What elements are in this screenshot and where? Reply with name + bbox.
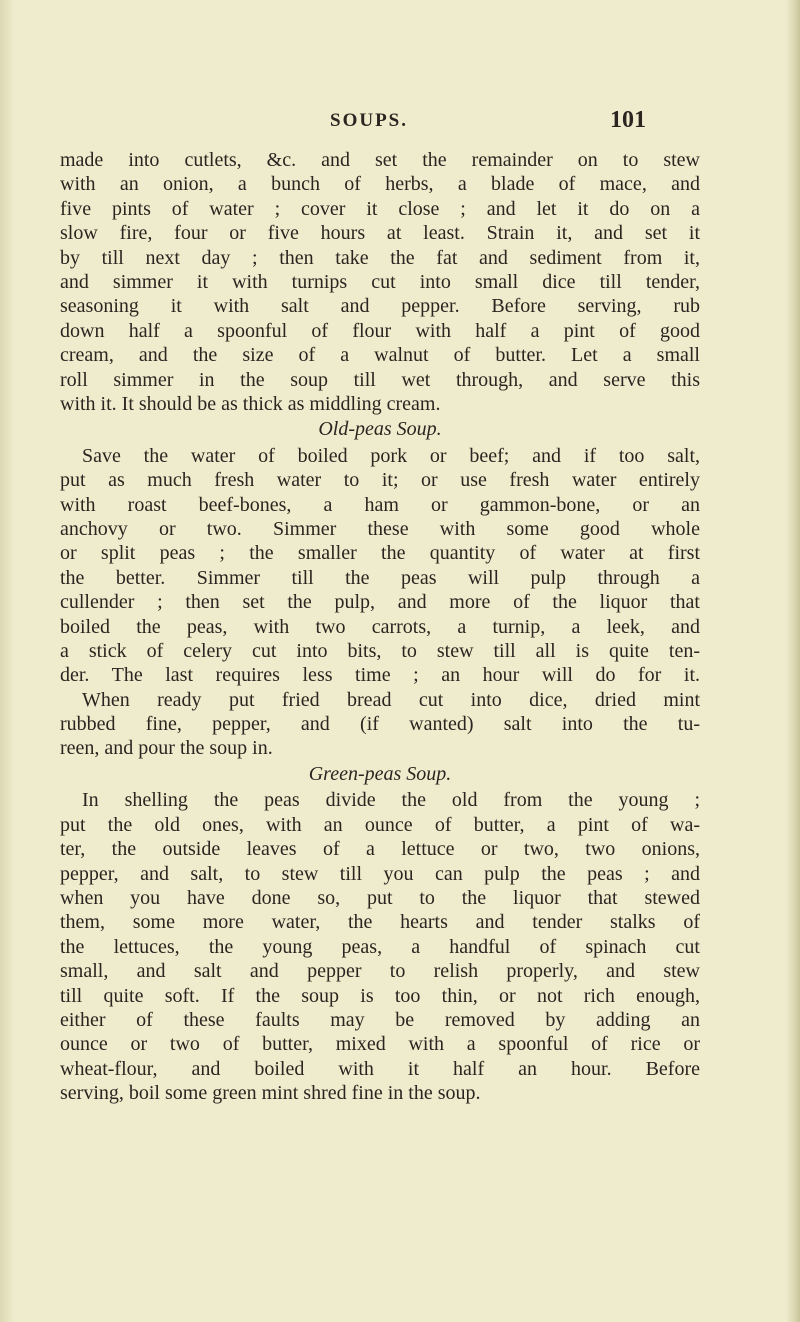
text-line: cullender ; then set the pulp, and more of the liquor that xyxy=(60,591,700,614)
text-line: either of these faults may be removed by adding an xyxy=(60,1008,700,1031)
recipe-old-peas-soup xyxy=(60,444,700,761)
text-line: when you have done so, put to the liquor that stewed xyxy=(60,886,700,909)
text-line: boiled the peas, with two carrots, a turnip, a leek, and xyxy=(60,615,700,638)
text-line: the better. Simmer till the peas will pulp through a xyxy=(60,566,700,589)
page-right-edge xyxy=(786,0,800,1322)
text-line: der. The last requires less time ; an hour will do for it. xyxy=(60,664,700,687)
text-line: with it. It should be as thick as middling cream. xyxy=(60,392,441,415)
text-line: roll simmer in the soup till wet through, and serve this xyxy=(60,368,700,391)
running-head xyxy=(0,107,800,136)
text-line: put the old ones, with an ounce of butter, a pint of wa- xyxy=(60,813,700,836)
text-line: serving, boil some green mint shred fine in the soup. xyxy=(60,1082,481,1105)
text-line: till quite soft. If the soup is too thin, or not rich enough, xyxy=(60,984,700,1007)
text-line: slow fire, four or five hours at least. Strain it, and set it xyxy=(60,222,700,245)
text-line: a stick of celery cut into bits, to stew till all is quite ten- xyxy=(60,639,700,662)
page-left-shadow xyxy=(0,0,14,1322)
text-line: wheat-flour, and boiled with it half an hour. Before xyxy=(60,1057,700,1080)
page-number: 101 xyxy=(610,107,646,133)
paragraph-soup-continued xyxy=(60,148,700,416)
text-line: with roast beef-bones, a ham or gammon-bone, or an xyxy=(60,493,700,516)
text-line: In shelling the peas divide the old from the young ; xyxy=(82,789,700,812)
text-line: small, and salt and pepper to relish properly, and stew xyxy=(60,960,700,983)
text-line: anchovy or two. Simmer these with some good whole xyxy=(60,517,700,540)
section-heading-old-peas-soup: Old-peas Soup. xyxy=(318,418,442,441)
section-heading-green-peas-soup: Green-peas Soup. xyxy=(308,762,452,785)
text-line: seasoning it with salt and pepper. Before serving, rub xyxy=(60,295,700,318)
text-line: or split peas ; the smaller the quantity of water at first xyxy=(60,542,700,565)
text-line: them, some more water, the hearts and tender stalks of xyxy=(60,911,700,934)
text-line: reen, and pour the soup in. xyxy=(60,737,273,760)
text-line: made into cutlets, &c. and set the remainder on to stew xyxy=(60,149,700,171)
text-line: put as much fresh water to it; or use fresh water entirely xyxy=(60,469,700,492)
page-text xyxy=(60,148,700,1105)
recipe-green-peas-soup xyxy=(60,788,700,1105)
text-line: cream, and the size of a walnut of butter. Let a small xyxy=(60,344,700,367)
text-line: ounce or two of butter, mixed with a spoonful of rice or xyxy=(60,1033,700,1056)
text-line: down half a spoonful of flour with half a pint of good xyxy=(60,319,700,342)
text-line: with an onion, a bunch of herbs, a blade of mace, and xyxy=(60,173,700,196)
text-line: Save the water of boiled pork or beef; and if too salt, xyxy=(82,444,700,467)
running-head-title: SOUPS. xyxy=(330,110,408,131)
text-line: When ready put fried bread cut into dice, dried mint xyxy=(82,688,700,711)
text-line: the lettuces, the young peas, a handful of spinach cut xyxy=(60,935,700,958)
text-line: rubbed fine, pepper, and (if wanted) salt into the tu- xyxy=(60,713,700,736)
text-line: ter, the outside leaves of a lettuce or two, two onions, xyxy=(60,838,700,861)
text-line: pepper, and salt, to stew till you can pulp the peas ; and xyxy=(60,862,700,885)
text-line: and simmer it with turnips cut into small dice till tender, xyxy=(60,270,700,293)
text-line: by till next day ; then take the fat and sediment from it, xyxy=(60,246,700,269)
text-line: five pints of water ; cover it close ; and let it do on a xyxy=(60,197,700,220)
